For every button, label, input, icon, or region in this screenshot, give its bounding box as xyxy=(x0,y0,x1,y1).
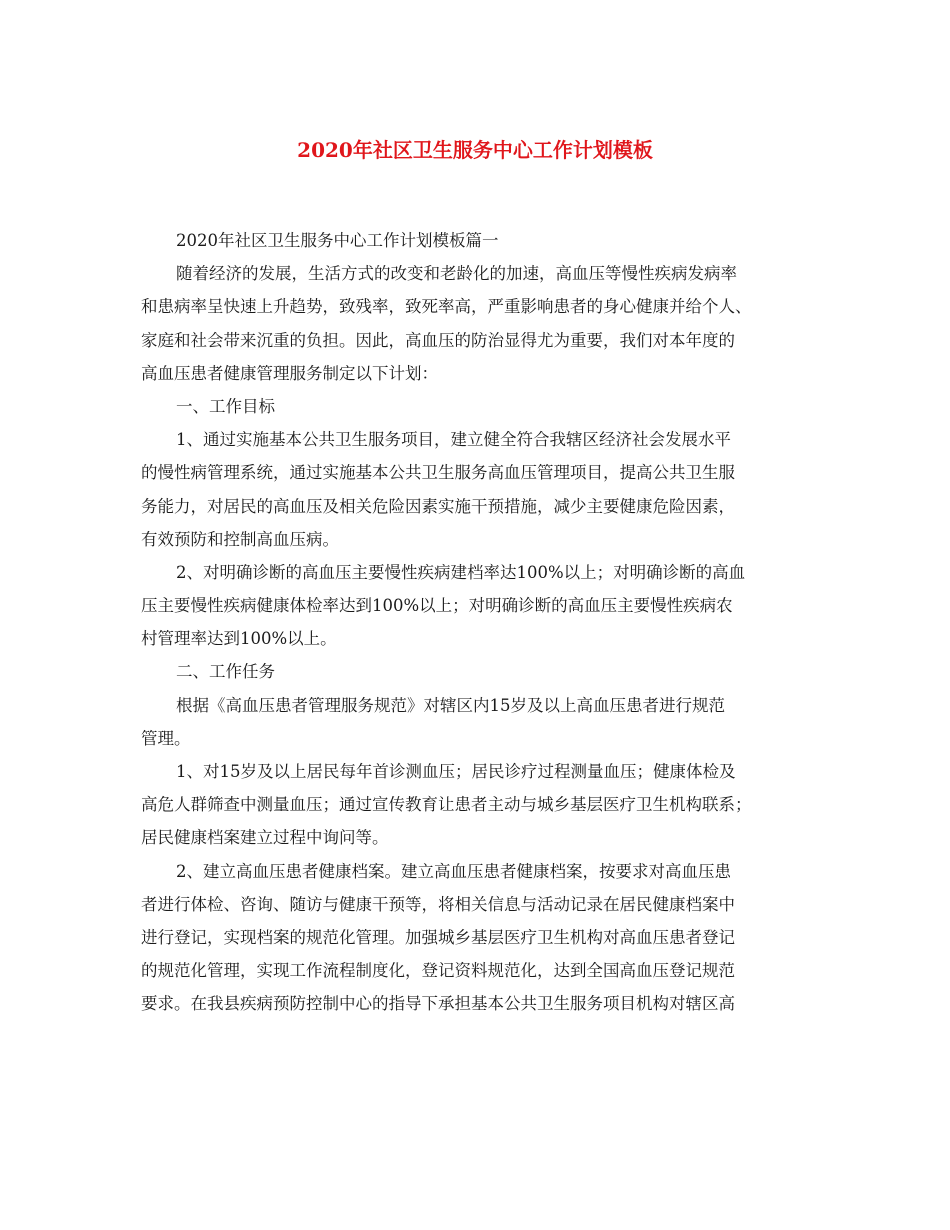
section-heading-tasks: 二、工作任务 xyxy=(176,662,275,682)
paragraph-line: 压主要慢性疾病健康体检率达到100%以上；对明确诊断的高血压主要慢性疾病农 xyxy=(141,596,733,616)
paragraph-line: 管理。 xyxy=(141,728,191,748)
paragraph-line: 1、对15岁及以上居民每年首诊测血压；居民诊疗过程测量血压；健康体检及 xyxy=(176,762,736,781)
paragraph-line: 和患病率呈快速上升趋势，致残率，致死率高，严重影响患者的身心健康并给个人、 xyxy=(141,297,752,317)
paragraph-line: 的慢性病管理系统，通过实施基本公共卫生服务高血压管理项目，提高公共卫生服 xyxy=(141,463,735,483)
paragraph-line: 的规范化管理，实现工作流程制度化，登记资料规范化，达到全国高血压登记规范 xyxy=(141,961,735,981)
paragraph-line: 者进行体检、咨询、随访与健康干预等，将相关信息与活动记录在居民健康档案中 xyxy=(141,894,735,914)
paragraph-line: 2、建立高血压患者健康档案。建立高血压患者健康档案，按要求对高血压患 xyxy=(176,861,731,881)
document-body xyxy=(141,224,821,1021)
paragraph-line: 1、通过实施基本公共卫生服务项目，建立健全符合我辖区经济社会发展水平 xyxy=(176,430,731,450)
paragraph-line: 要求。在我县疾病预防控制中心的指导下承担基本公共卫生服务项目机构对辖区高 xyxy=(141,994,735,1014)
paragraph-line: 家庭和社会带来沉重的负担。因此，高血压的防治显得尤为重要，我们对本年度的 xyxy=(141,330,735,350)
paragraph-line: 根据《高血压患者管理服务规范》对辖区内15岁及以上高血压患者进行规范 xyxy=(176,695,725,715)
document-title: 2020年社区卫生服务中心工作计划模板 xyxy=(297,138,653,162)
paragraph-line: 随着经济的发展，生活方式的改变和老龄化的加速，高血压等慢性疾病发病率 xyxy=(176,264,737,284)
paragraph-line: 高血压患者健康管理服务制定以下计划： xyxy=(141,363,438,383)
paragraph-line: 村管理率达到100%以上。 xyxy=(141,629,337,649)
paragraph-line: 2、对明确诊断的高血压主要慢性疾病建档率达100%以上；对明确诊断的高血 xyxy=(176,562,746,582)
paragraph-line: 进行登记，实现档案的规范化管理。加强城乡基层医疗卫生机构对高血压患者登记 xyxy=(141,927,735,947)
paragraph-line: 务能力，对居民的高血压及相关危险因素实施干预措施，减少主要健康危险因素， xyxy=(141,496,735,516)
section-heading-goals: 一、工作目标 xyxy=(176,396,275,416)
paragraph-line: 居民健康档案建立过程中询问等。 xyxy=(141,828,389,848)
section-heading-article-one: 2020年社区卫生服务中心工作计划模板篇一 xyxy=(176,231,499,250)
paragraph-line: 有效预防和控制高血压病。 xyxy=(141,529,339,549)
paragraph-line: 高危人群筛查中测量血压；通过宣传教育让患者主动与城乡基层医疗卫生机构联系； xyxy=(141,795,752,815)
